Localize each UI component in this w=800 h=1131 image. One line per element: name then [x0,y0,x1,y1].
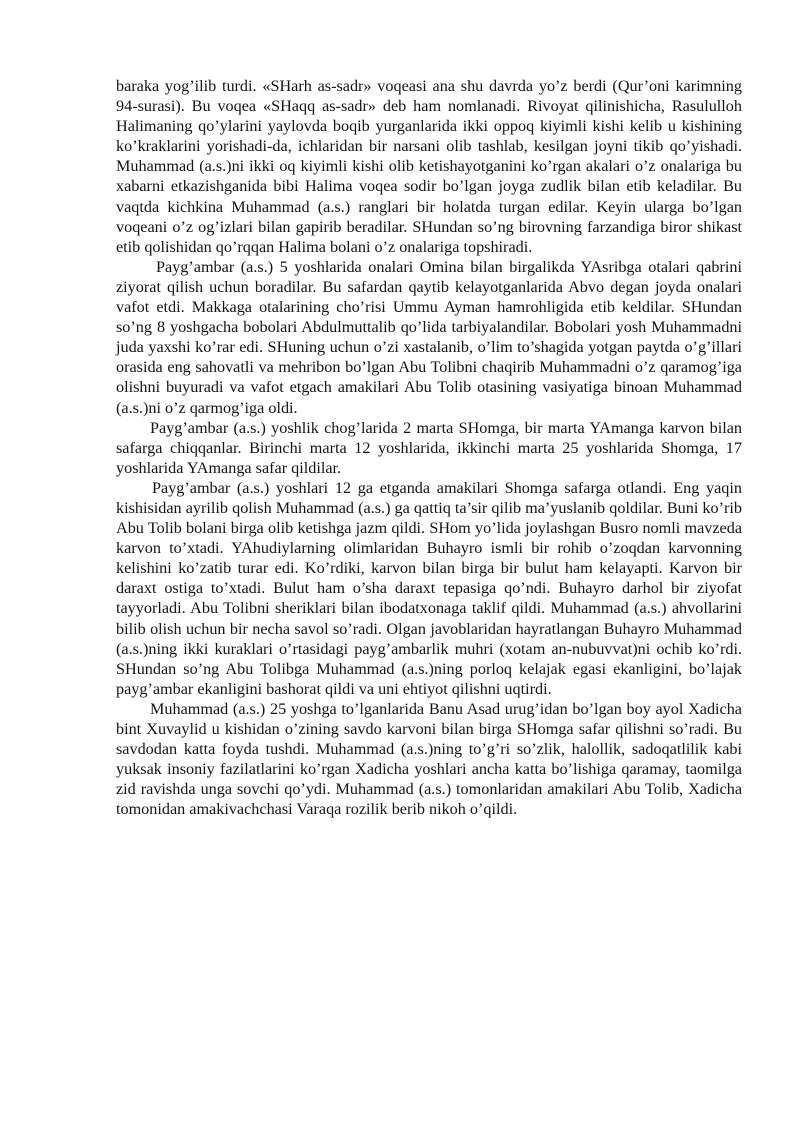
paragraph-sharh-as-sadr: baraka yog’ilib turdi. «SHarh as-sadr» voqeasi ana shu davrda yo’z berdi (Qur’oni karimning 94-surasi). Bu voqea «SHaqq as-sadr» deb ham nomlanadi. Rivoyat qilinishicha, Rasululloh Halimaning qo’ylarini yaylovda boqib yurganlarida ikki oppoq kiyimli kishi kelib u kishining ko’kraklarini yorishadi-da, ichlaridan bir narsani olib tashlab, kesilgan joyni tikib qo’yishadi. Muhammad (a.s.)ni ikki oq kiyimli kishi olib ketishayotganini ko’rgan akalari o’z onalariga bu xabarni etkazishganida bibi Halima voqea sodir bo’lgan joyga zudlik bilan etib keladilar. Bu vaqtda kichkina Muhammad (a.s.) ranglari bir holatda turgan edilar. Keyin ularga bo’lgan voqeani o’z og’izlari bilan gapirib beradilar. SHundan so’ng birovning farzandiga biror shikast etib qolishidan qo’rqqan Halima bolani o’z onalariga topshiradi. [116,77,742,256]
paragraph-karvon-safarlari: Payg’ambar (a.s.) yoshlik chog’larida 2 marta SHomga, bir marta YAmanga karvon bilan safarga chiqqanlar. Birinchi marta 12 yoshlarida, ikkinchi marta 25 yoshlarida Shomga, 17 yoshlarida YAmanga safar qildilar. [116,418,742,477]
paragraph-omina-yasrib: Payg’ambar (a.s.) 5 yoshlarida onalari Omina bilan birgalikda YAsribga otalari qabrini ziyorat qilish uchun boradilar. Bu safardan qaytib kelayotganlarida Abvo degan joyda onalari vafot etdi. Makkaga otalarining cho’risi Ummu Ayman hamrohligida etib keldilar. SHundan so’ng 8 yoshgacha bobolari Abdulmuttalib qo’lida tarbiyalandilar. Bobolari yosh Muhammadni juda yaxshi ko’rar edi. SHuning uchun o’zi xastalanib, o’lim to’shagida yotgan paytda o’g’illari orasida eng sahovatli va mehribon bo’lgan Abu Tolibni chaqirib Muhammadni o’z qaramog’iga olishni buyuradi va vafot etgach amakilari Abu Tolib otasining vasiyatiga binoan Muhammad (a.s.)ni o’z qarmog’iga oldi. [116,257,742,417]
paragraph-buhayro: Payg’ambar (a.s.) yoshlari 12 ga etganda amakilari Shomga safarga otlandi. Eng yaqin kishisidan ayrilib qolish Muhammad (a.s.) ga qattiq ta’sir qilib ma’yuslanib qoldilar. Buni ko’rib Abu Tolib bolani birga olib ketishga jazm qildi. SHom yo’lida joylashgan Busro nomli mavzeda karvon to’xtadi. YAhudiylarning olimlaridan Buhayro ismli bir rohib o’zoqdan karvonning kelishini ko’zatib turar edi. Ko’rdiki, karvon bilan birga bir bulut ham kelayapti. Karvon bir daraxt ostiga to’xtadi. Bulut ham o’sha daraxt tepasiga qo’ndi. Buhayro darhol bir ziyofat tayyorladi. Abu Tolibni sheriklari bilan ibodatxonaga taklif qildi. Muhammad (a.s.) ahvollarini bilib olish uchun bir necha savol so’radi. Olgan javoblaridan hayratlangan Buhayro Muhammad (a.s.)ning ikki kuraklari o’rtasidagi payg’ambarlik muhri (xotam an-nubuvvat)ni ochib ko’rdi. SHundan so’ng Abu Tolibga Muhammad (a.s.)ning porloq kelajak egasi ekanligini, bo’lajak payg’ambar ekanligini bashorat qildi va uni ehtiyot qilishni uqtirdi. [116,478,742,698]
paragraph-xadicha: Muhammad (a.s.) 25 yoshga to’lganlarida Banu Asad urug’idan bo’lgan boy ayol Xadicha bint Xuvaylid u kishidan o’zining savdo karvoni bilan birga SHomga safar qilishni so’radi. Bu savdodan katta foyda tushdi. Muhammad (a.s.)ning to’g’ri so’zlik, halollik, sadoqatlilik kabi yuksak insoniy fazilatlarini ko’rgan Xadicha yoshlari ancha katta bo’lishiga qaramay, taomilga zid ravishda unga sovchi qo’ydi. Muhammad (a.s.) tomonlaridan amakilari Abu Tolib, Xadicha tomonidan amakivachchasi Varaqa rozilik berib nikoh o’qildi. [116,699,742,819]
document-page [116,76,742,819]
